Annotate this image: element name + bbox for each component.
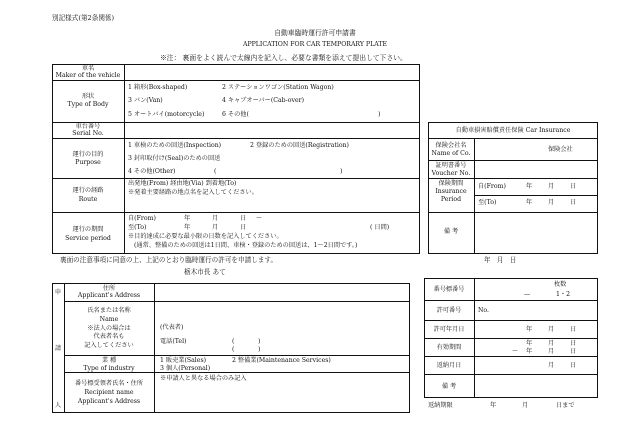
purpose-option-3[interactable]: 3 封印取付け(Seal)のための回送 <box>128 155 221 162</box>
period-label-en: Service period <box>65 235 111 242</box>
applicant-phone: 電話(Tel) <box>160 338 187 345</box>
application-date: 年 月 日 <box>484 256 517 264</box>
body-option-6[interactable]: 6 その他( <box>222 111 249 118</box>
purpose-option-2[interactable]: 2 登録のための回送(Registration) <box>250 142 349 149</box>
body-label-en: Type of Body <box>67 101 109 108</box>
insurance-from-day: 日 <box>570 183 577 190</box>
insurance-voucher-en: Voucher No. <box>431 170 471 177</box>
recipient-label-en1: Recipient name <box>84 389 134 396</box>
phone-paren-open-1: ( <box>232 338 235 345</box>
applicant-address-en: Applicant's Address <box>77 292 141 299</box>
office-return-date: 返納月日 <box>436 362 462 369</box>
insurance-period-en1: Insurance <box>435 188 467 195</box>
office-remarks: 備 考 <box>441 383 457 390</box>
phone-paren-close-1: ) <box>258 338 261 345</box>
insurance-company-en: Name of Co. <box>431 150 471 157</box>
applicant-name-en: Name <box>99 316 119 323</box>
applicant-side-3: 人 <box>54 402 62 409</box>
applicant-address-ja: 住所 <box>102 285 116 292</box>
body-option-1[interactable]: 1 箱形(Box-shaped) <box>128 84 188 91</box>
applicant-name-ja: 氏名または名称 <box>87 307 131 314</box>
permit-year: 年 <box>526 326 533 333</box>
permit-month: 月 <box>548 326 555 333</box>
period-from: 自(From) <box>128 215 156 222</box>
recipient-note: ※申請人と異なる場合のみ記入 <box>160 375 247 382</box>
route-line-1: 出発地(From) 経由地(Via) 到着地(To) <box>128 180 237 187</box>
purpose-paren-open: ( <box>214 168 217 175</box>
purpose-option-1[interactable]: 1 車検のための回送(Inspection) <box>128 142 222 149</box>
office-permit-no: 許可番号 <box>436 307 462 314</box>
industry-label-ja: 業 種 <box>101 357 117 364</box>
form-label: 別記様式(第2条関係) <box>52 14 115 22</box>
period-to-day: 日 <box>240 224 247 231</box>
body-option-6-close: ) <box>378 111 381 118</box>
applicant-representative: (代表者) <box>160 324 184 331</box>
valid-tilde: ～ <box>512 348 519 355</box>
insurance-remarks: 備 考 <box>443 228 459 235</box>
purpose-label-en: Purpose <box>75 159 101 166</box>
period-to: 至(To) <box>128 224 147 231</box>
insurance-company-ja: 保険会社名 <box>435 142 467 149</box>
addressee: 栃木市長 あて <box>184 268 226 276</box>
body-option-3[interactable]: 3 バン(Van) <box>128 97 163 104</box>
office-plate-no: 番号標番号 <box>433 286 465 293</box>
insurance-from-month: 月 <box>548 183 555 190</box>
period-to-year: 年 <box>184 224 191 231</box>
route-label-en: Route <box>78 196 98 203</box>
insurance-voucher-ja: 証明書番号 <box>435 162 467 169</box>
period-days: ( 日間) <box>370 224 390 231</box>
insurance-to-month: 月 <box>548 199 555 206</box>
purpose-paren-close: ) <box>340 168 343 175</box>
office-sheets: 枚数 <box>554 281 567 288</box>
office-dash: — <box>524 291 531 298</box>
deadline-year: 年 <box>490 402 497 409</box>
insurance-period-ja: 保険期間 <box>438 180 464 187</box>
return-day: 日 <box>570 362 577 369</box>
applicant-corp-note-3: 記入してください <box>84 342 134 349</box>
page-title: 自動車臨時運行許可申請書 <box>274 29 356 37</box>
body-option-2[interactable]: 2 ステーションワゴン(Station Wagon) <box>222 84 334 91</box>
permit-day: 日 <box>570 326 577 333</box>
valid-day-2: 日 <box>570 348 577 355</box>
insurance-from: 自(From) <box>478 183 506 190</box>
period-note-2: (通常、整備のための回送は1日間、車検・登録のための回送は、1～2日間です。) <box>134 242 358 249</box>
maker-label-ja: 車名 <box>81 65 95 72</box>
applicant-side-2: 請 <box>54 345 62 352</box>
notice: ※注： 裏面をよく読んで太線内を記入し、必要な書類を添えて提出して下さい。 <box>160 54 407 62</box>
maker-label-en: Maker of the vehicle <box>55 72 121 79</box>
phone-paren-open-2: ( <box>232 346 235 353</box>
recipient-label-en2: Applicant's Address <box>77 398 141 405</box>
office-permit-date: 許可年月日 <box>433 326 465 333</box>
deadline-until: 日まで <box>556 402 575 409</box>
route-line-2: ※発着主要経路の地点名を記入してください。 <box>128 189 258 196</box>
consent-text: 裏面の注意事項に同意の上、上記のとおり臨時運行の許可を申請します。 <box>60 256 278 264</box>
period-from-month: 月 <box>212 215 219 222</box>
office-no: No. <box>478 307 489 314</box>
insurance-to-day: 日 <box>570 199 577 206</box>
body-option-4[interactable]: 4 キャブオーバー(Cab-over) <box>222 97 304 104</box>
valid-day-1: 日 <box>570 340 577 347</box>
applicant-corp-note-1: ※法人の場合は <box>87 325 131 332</box>
return-month: 月 <box>548 362 555 369</box>
serial-label-ja: 車台番号 <box>75 123 101 130</box>
industry-label-en: Type of industry <box>83 365 135 372</box>
deadline-month: 月 <box>522 402 529 409</box>
body-label-ja: 形状 <box>81 93 95 100</box>
insurance-company-suffix: 保険会社 <box>548 146 573 153</box>
valid-month-1: 月 <box>548 340 555 347</box>
period-from-year: 年 <box>184 215 191 222</box>
period-tilde: ～ <box>256 215 263 222</box>
valid-year-2: 年 <box>526 348 533 355</box>
recipient-label-ja: 番号標受領者氏名・住所 <box>74 380 144 387</box>
office-return-deadline: 返納期限 <box>428 402 453 409</box>
industry-option-2[interactable]: 2 整備業(Maintenance Services) <box>232 357 331 364</box>
insurance-to-year: 年 <box>526 199 533 206</box>
valid-month-2: 月 <box>548 348 555 355</box>
insurance-to: 至(To) <box>478 199 497 206</box>
insurance-header: 自動車損害賠償責任保険 Car Insurance <box>455 127 571 134</box>
body-option-5[interactable]: 5 オートバイ(motorcycle) <box>128 111 205 118</box>
period-to-month: 月 <box>212 224 219 231</box>
industry-option-1[interactable]: 1 販売業(Sales) <box>160 357 207 364</box>
valid-year-1: 年 <box>526 340 533 347</box>
office-valid-period: 有効期間 <box>436 344 462 351</box>
page-title-en: APPLICATION FOR CAR TEMPORARY PLATE <box>243 41 387 48</box>
office-sheets-value: 1・2 <box>556 291 571 298</box>
purpose-label-ja: 運行の目的 <box>72 151 104 158</box>
period-note-1: ※目的達成に必要な最小限の日数を記入してください。 <box>128 233 283 240</box>
serial-label-en: Serial No. <box>72 130 104 137</box>
insurance-period-en2: Period <box>440 196 462 203</box>
period-label-ja: 運行の期間 <box>72 226 104 233</box>
phone-paren-close-2: ) <box>258 346 261 353</box>
insurance-from-year: 年 <box>526 183 533 190</box>
route-label-ja: 運行の経路 <box>72 187 104 194</box>
industry-option-3[interactable]: 3 個人(Personal) <box>160 365 211 372</box>
applicant-corp-note-2: 代表者名も <box>93 333 125 340</box>
period-from-day: 日 <box>240 215 247 222</box>
applicant-side-1: 申 <box>54 289 62 296</box>
purpose-option-4[interactable]: 4 その他(Other) <box>128 168 176 175</box>
